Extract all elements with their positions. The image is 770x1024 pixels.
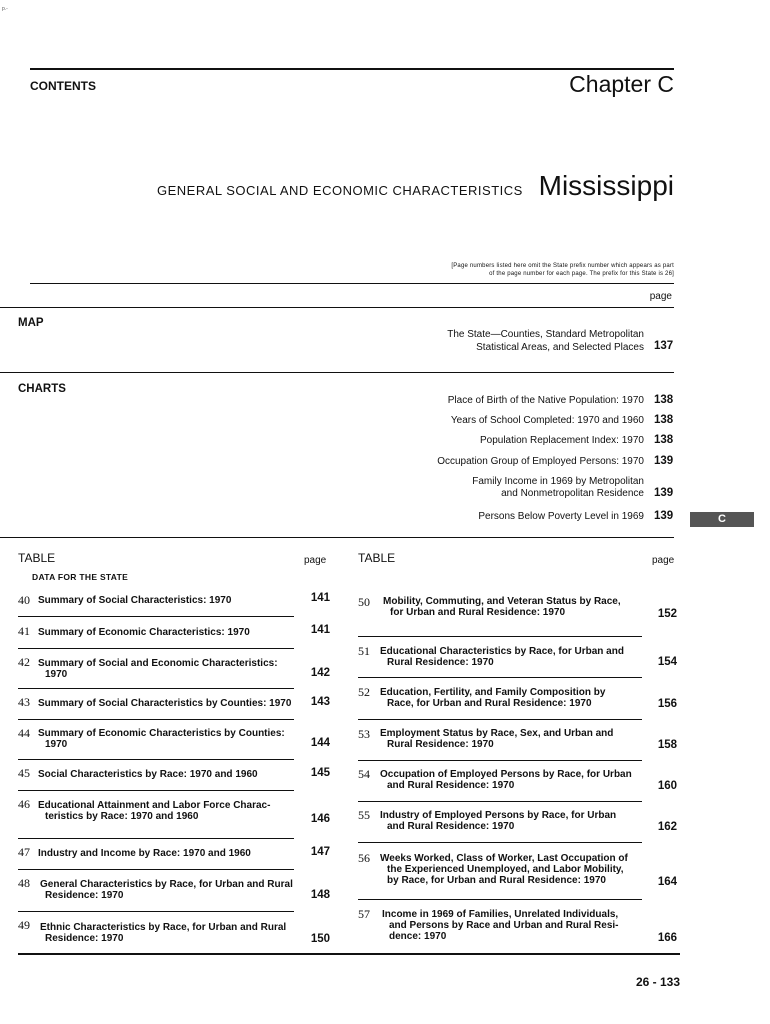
table-number: 56 [358, 851, 370, 865]
table-number: 54 [358, 767, 370, 781]
row-rule [358, 842, 642, 843]
table-number: 42 [18, 655, 30, 669]
row-rule [18, 838, 294, 839]
table-entry: Summary of Economic Characteristics: 1970 [38, 627, 250, 638]
contents-label: CONTENTS [30, 79, 96, 93]
table-entry-line-1: Employment Status by Race, Sex, and Urban and [380, 728, 614, 739]
table-entry-line-3: dence: 1970 [389, 931, 447, 942]
table-entry [40, 879, 298, 901]
table-page: 148 [310, 889, 330, 901]
row-rule [18, 869, 294, 870]
table-entry-line-2: and Rural Residence: 1970 [387, 780, 515, 791]
table-entry-line-1: Income in 1969 of Families, Unrelated Individuals, [382, 909, 619, 920]
table-entry [38, 728, 296, 750]
map-label: MAP [18, 317, 44, 329]
row-rule [18, 790, 294, 791]
chart-entry: Place of Birth of the Native Population: 1970 [447, 395, 644, 406]
table-entry-line-2: Rural Residence: 1970 [387, 657, 494, 668]
table-entry-line-1: Industry of Employed Persons by Race, for Urban [380, 810, 617, 821]
charts-rule [0, 372, 674, 373]
map-entry [447, 328, 644, 354]
table-entry-line-2: for Urban and Rural Residence: 1970 [390, 607, 566, 618]
chart-page: 139 [654, 455, 674, 467]
table-page: 142 [310, 667, 330, 679]
footer-rule [18, 953, 680, 955]
table-page: 166 [657, 932, 677, 944]
table-entry-line-2: the Experienced Unemployed, and Labor Mobility, [387, 864, 624, 875]
chart-page: 138 [654, 434, 674, 446]
table-number: 40 [18, 593, 30, 607]
table-page: 150 [310, 933, 330, 945]
table-number: 52 [358, 685, 370, 699]
table-entry-line-2: 1970 [45, 669, 68, 680]
charts-label: CHARTS [18, 383, 66, 395]
chart-page: 138 [654, 394, 674, 406]
table-entry [38, 658, 296, 680]
table-entry [380, 646, 644, 668]
row-rule [18, 688, 294, 689]
map-entry-line-1: The State—Counties, Standard Metropolitan [447, 329, 644, 340]
chapter-tab: C [690, 512, 754, 527]
table-page: 146 [310, 813, 330, 825]
table-page: 143 [310, 696, 330, 708]
chart-entry: Persons Below Poverty Level in 1969 [478, 511, 644, 522]
table-number: 48 [18, 876, 30, 890]
chart-entry-line-2: and Nonmetropolitan Residence [501, 488, 644, 499]
row-rule [358, 801, 642, 802]
table-entry [40, 922, 298, 944]
chart-entry-line-1: Family Income in 1969 by Metropolitan [472, 476, 644, 487]
state-title: Mississippi [538, 170, 674, 201]
table-page: 152 [657, 608, 677, 620]
table-page: 141 [310, 592, 330, 604]
table-page: 162 [657, 821, 677, 833]
table-entry-line-2: teristics by Race: 1970 and 1960 [45, 811, 199, 822]
note-rule [30, 283, 674, 284]
row-rule [358, 760, 642, 761]
table-page: 164 [657, 876, 677, 888]
map-rule [0, 307, 674, 308]
table-entry-line-1: Educational Attainment and Labor Force Charac- [38, 800, 271, 811]
table-number: 57 [358, 907, 370, 921]
table-number: 55 [358, 808, 370, 822]
table-entry: Industry and Income by Race: 1970 and 1960 [38, 848, 251, 859]
table-number: 46 [18, 797, 30, 811]
table-entry-line-1: Weeks Worked, Class of Worker, Last Occupation of [380, 853, 628, 864]
table-entry-line-2: Race, for Urban and Rural Residence: 1970 [387, 698, 592, 709]
map-entry-line-2: Statistical Areas, and Selected Places [476, 342, 644, 353]
table-number: 43 [18, 695, 30, 709]
row-rule [358, 899, 642, 900]
row-rule [358, 677, 642, 678]
chart-page: 139 [654, 487, 674, 499]
table-entry [383, 596, 643, 618]
page-number-note [274, 262, 674, 278]
row-rule [18, 648, 294, 649]
table-page: 145 [310, 767, 330, 779]
table-entry: Social Characteristics by Race: 1970 and 1960 [38, 769, 258, 780]
table-entry [380, 728, 644, 750]
table-page: 156 [657, 698, 677, 710]
table-page: 154 [657, 656, 677, 668]
chapter-title: Chapter C [569, 71, 674, 97]
table-rule [0, 537, 674, 538]
table-entry-line-1: Mobility, Commuting, and Veteran Status by Race, [383, 596, 621, 607]
table-entry-line-3: by Race, for Urban and Rural Residence: 1970 [387, 875, 606, 886]
table-entry [380, 769, 644, 791]
table-number: 50 [358, 595, 370, 609]
table-right-label: TABLE [358, 551, 396, 565]
table-left-label: TABLE [18, 551, 56, 565]
data-for-state-label: DATA FOR THE STATE [32, 572, 129, 582]
table-entry-line-1: Educational Characteristics by Race, for Urban and [380, 646, 624, 657]
table-entry [38, 800, 296, 822]
table-entry-line-2: and Persons by Race and Urban and Rural Resi- [389, 920, 619, 931]
table-page: 147 [310, 846, 330, 858]
corner-mark: p.- [2, 6, 8, 12]
table-page: 158 [657, 739, 677, 751]
table-entry-line-2: 1970 [45, 739, 68, 750]
subject-title: GENERAL SOCIAL AND ECONOMIC CHARACTERISTICS [157, 183, 523, 198]
page-column-label: page [649, 291, 672, 302]
note-line-1: [Page numbers listed here omit the State prefix number which appears as part [451, 263, 674, 269]
chart-entry: Occupation Group of Employed Persons: 1970 [437, 456, 644, 467]
table-page: 141 [310, 624, 330, 636]
table-entry [380, 687, 644, 709]
page-number: 26 - 133 [635, 975, 680, 989]
table-entry-line-2: and Rural Residence: 1970 [387, 821, 515, 832]
table-page: 160 [657, 780, 677, 792]
chart-entry: Years of School Completed: 1970 and 1960 [450, 415, 644, 426]
table-right-page-label: page [652, 555, 675, 566]
row-rule [358, 636, 642, 637]
table-number: 45 [18, 766, 30, 780]
table-entry-line-2: Residence: 1970 [45, 890, 124, 901]
table-number: 47 [18, 845, 30, 859]
table-entry-line-2: Rural Residence: 1970 [387, 739, 494, 750]
chart-entry [472, 476, 644, 500]
row-rule [358, 719, 642, 720]
table-number: 53 [358, 727, 370, 741]
table-number: 44 [18, 726, 30, 740]
table-number: 49 [18, 918, 30, 932]
table-entry-line-1: Summary of Social and Economic Characteristics: [38, 658, 278, 669]
map-page: 137 [654, 340, 674, 352]
table-number: 41 [18, 624, 30, 638]
table-left-page-label: page [304, 555, 327, 566]
header-rule [30, 68, 674, 70]
table-entry-line-1: Education, Fertility, and Family Composition by [380, 687, 606, 698]
table-entry-line-1: Summary of Economic Characteristics by Counties: [38, 728, 285, 739]
table-entry: Summary of Social Characteristics: 1970 [38, 595, 232, 606]
row-rule [18, 759, 294, 760]
note-line-2: of the page number for each page. The prefix for this State is 26] [489, 271, 674, 277]
chart-page: 138 [654, 414, 674, 426]
row-rule [18, 719, 294, 720]
table-page: 144 [310, 737, 330, 749]
table-entry-line-1: Ethnic Characteristics by Race, for Urban and Rural [40, 922, 287, 933]
table-entry [380, 853, 644, 886]
table-entry-line-1: Occupation of Employed Persons by Race, for Urban [380, 769, 632, 780]
table-entry [382, 909, 644, 942]
row-rule [18, 616, 294, 617]
chart-page: 139 [654, 510, 674, 522]
row-rule [18, 911, 294, 912]
table-entry-line-1: General Characteristics by Race, for Urban and Rural [40, 879, 293, 890]
table-entry-line-2: Residence: 1970 [45, 933, 124, 944]
table-entry [380, 810, 644, 832]
table-entry: Summary of Social Characteristics by Counties: 1970 [38, 698, 292, 709]
table-number: 51 [358, 644, 370, 658]
chart-entry: Population Replacement Index: 1970 [479, 435, 644, 446]
